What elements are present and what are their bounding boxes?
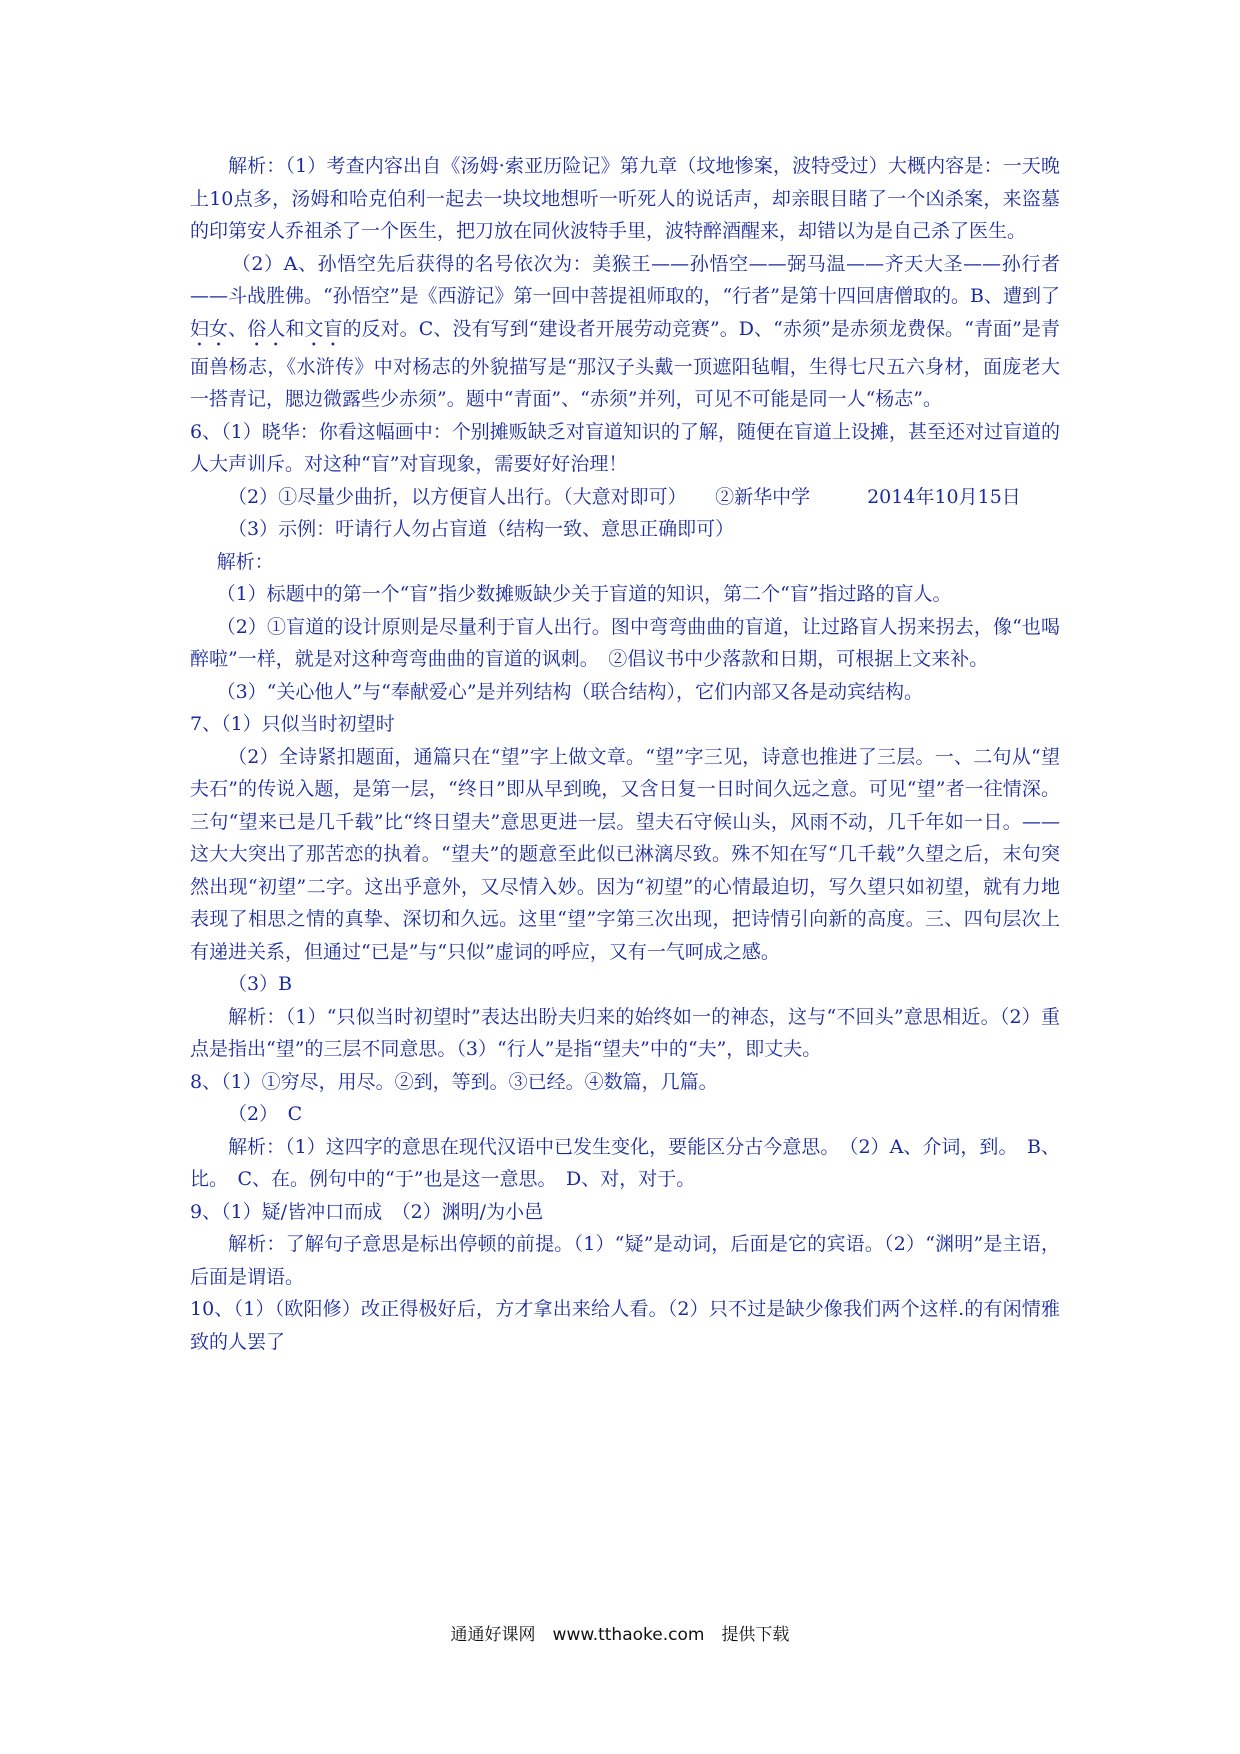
paragraph: 6、（1）晓华：你看这幅画中：个别摊贩缺乏对盲道知识的了解，随便在盲道上设摊，甚至还对过盲道的人大声训斥。对这种“盲”对盲现象，需要好好治理！ xyxy=(190,420,1060,475)
paragraph: （2）①盲道的设计原则是尽量利于盲人出行。图中弯弯曲曲的盲道，让过路盲人拐来拐去，像“也喝醉啦”一样，就是对这种弯弯曲曲的盲道的讽刺。 ②倡议书中少落款和日期，可根据上文来补。 xyxy=(190,615,1060,670)
emphasized-text: 俗人 xyxy=(247,317,286,340)
text-segment: 的反对。C、没有写到“建设者开展劳动竞赛”。D、“赤须”是赤须龙费保。“青面”是青面兽杨志，《水浒传》中对杨志的外貌描写是“那汉子头戴一顶遮阳毡帽，生得七尺五六身材，面庞老大一搭青记，腮边微露些少赤须”。题中“青面”、“赤须”并列，可见不可能是同一人“杨志”。 xyxy=(190,317,1060,410)
text-segment: 和 xyxy=(285,317,305,340)
paragraph: 9、（1）疑/皆冲口而成 （2）渊明/为小邑 xyxy=(190,1200,544,1223)
paragraph: 8、（1）①穷尽，用尽。②到，等到。③已经。④数篇，几篇。 xyxy=(190,1070,718,1093)
paragraph: （2）全诗紧扣题面，通篇只在“望”字上做文章。“望”字三见，诗意也推进了三层。一、二句从“望夫石”的传说入题，是第一层，“终日”即从早到晚，又含日复一日时间久远之意。可见“望”者一往情深。三句“望来已是几千载”比“终日望夫”意思更进一层。望夫石守候山头，风雨不动，几千年如一日。——这大大突出了那苦恋的执着。“望夫”的题意至此似已淋漓尽致。殊不知在写“几千载”久望之后，末句突然出现“初望”二字。这出乎意外，又尽情入妙。因为“初望”的心情最迫切，写久望只如初望，就有力地表现了相思之情的真挚、深切和久远。这里“望”字第三次出现，把诗情引向新的高度。三、四句层次上有递进关系，但通过“已是”与“只似”虚词的呼应，又有一气呵成之感。 xyxy=(190,745,1060,963)
text-segment: （2）A、孙悟空先后获得的名号依次为：美猴王——孙悟空——弼马温——齐天大圣——孙行者——斗战胜佛。“孙悟空”是《西游记》第一回中菩提祖师取的，“行者”是第十四回唐僧取的。B、遭到了 xyxy=(190,252,1060,307)
paragraph: （2） C xyxy=(228,1103,303,1125)
footer-text: 通通好课网 www.tthaoke.com 提供下载 xyxy=(450,1625,790,1645)
paragraph: （3）“关心他人”与“奉献爱心”是并列结构（联合结构），它们内部又各是动宾结构。 xyxy=(216,680,924,703)
paragraph: 7、（1）只似当时初望时 xyxy=(190,713,395,735)
emphasized-text: 文盲 xyxy=(304,317,343,340)
paragraph: 解析：（1）“只似当时初望时”表达出盼夫归来的始终如一的神态，这与“不回头”意思相近。（2）重点是指出“望”的三层不同意思。（3）“行人”是指“望夫”中的“夫”，即丈夫。 xyxy=(190,1005,1060,1060)
paragraph: 解析：（1）这四字的意思在现代汉语中已发生变化，要能区分古今意思。 （2）A、介词，到。 B、比。 C、在。例句中的“于”也是这一意思。 D、对，对于。 xyxy=(190,1135,1060,1190)
emphasized-text: 妇女 xyxy=(190,317,229,340)
paragraph: （2）①尽量少曲折，以方便盲人出行。（大意对即可） ②新华中学 2014年10月15日 xyxy=(228,485,1021,508)
paragraph: 解析： xyxy=(216,550,274,573)
paragraph: （1）标题中的第一个“盲”指少数摊贩缺少关于盲道的知识，第二个“盲”指过路的盲人。 xyxy=(216,583,952,605)
paragraph: 10、（1）（欧阳修）改正得极好后，方才拿出来给人看。（2）只不过是缺少像我们两个这样.的有闲情雅致的人罢了 xyxy=(190,1298,1060,1353)
page-footer xyxy=(0,1620,1240,1645)
paragraph: （3）B xyxy=(228,973,293,995)
paragraph: 解析：了解句子意思是标出停顿的前提。（1）“疑”是动词，后面是它的宾语。（2）“渊明”是主语，后面是谓语。 xyxy=(190,1233,1060,1288)
paragraph xyxy=(190,248,1060,416)
paragraph: 解析：（1）考查内容出自《汤姆·索亚历险记》第九章（坟地惨案，波特受过）大概内容是：一天晚上10点多，汤姆和哈克伯利一起去一块坟地想听一听死人的说话声，却亲眼目睹了一个凶杀案，来盗墓的印第安人乔祖杀了一个医生，把刀放在同伙波特手里，波特醉酒醒来，却错以为是自己杀了医生。 xyxy=(190,155,1060,242)
text-segment: 、 xyxy=(228,317,248,340)
paragraph: （3）示例：吁请行人勿占盲道（结构一致、意思正确即可） xyxy=(228,518,735,540)
answer-document xyxy=(190,150,1060,1358)
